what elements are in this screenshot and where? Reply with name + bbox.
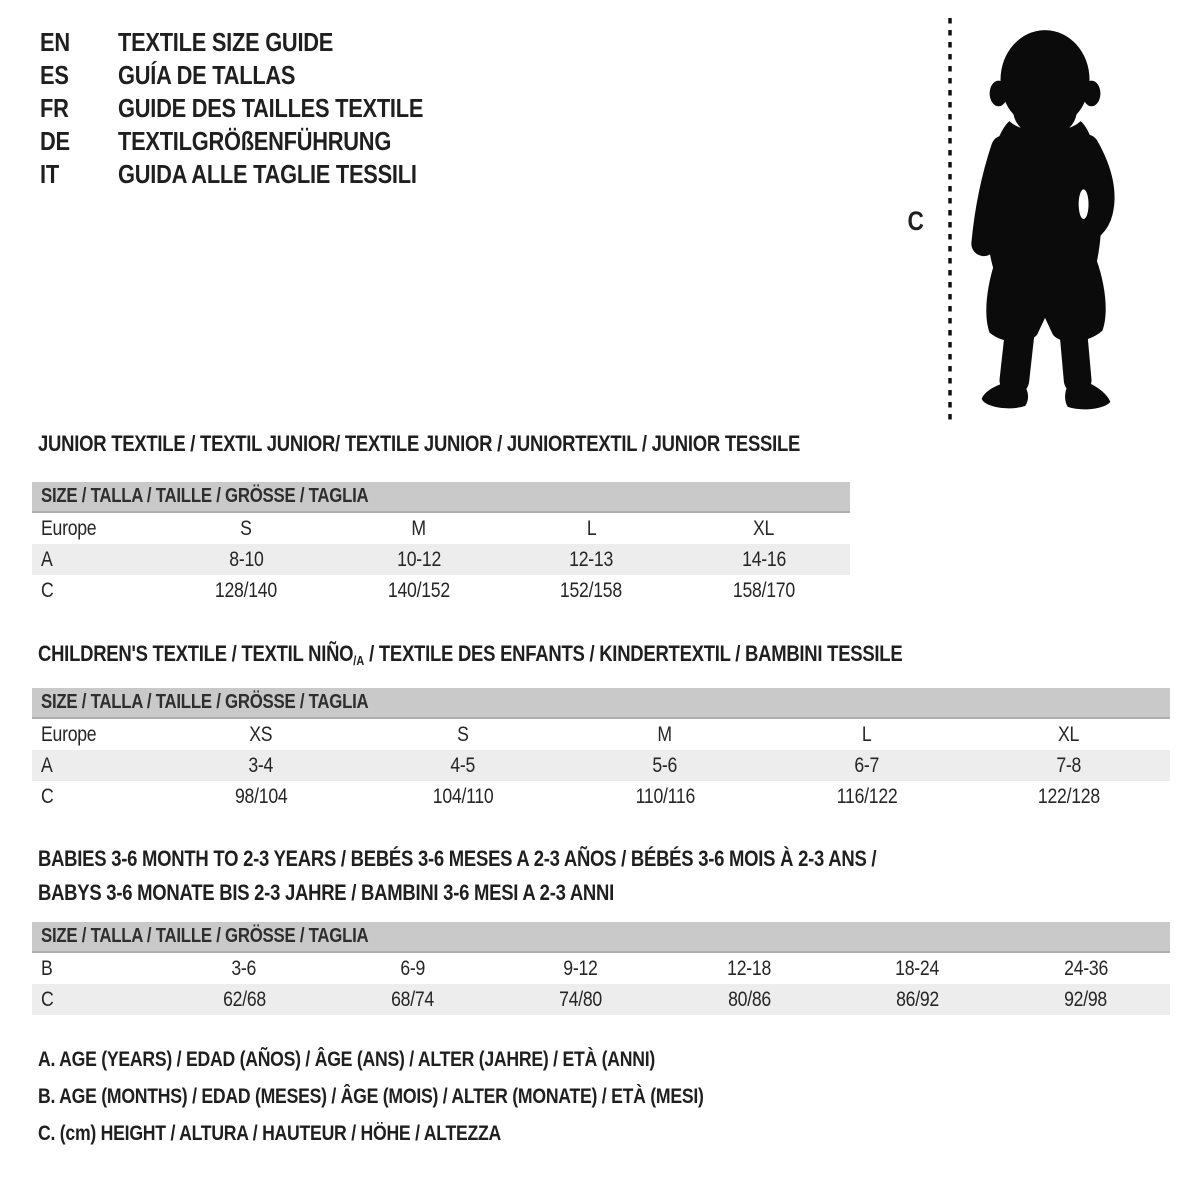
size-cell: 104/110	[432, 784, 494, 808]
size-cell: M	[657, 722, 673, 746]
language-code: FR	[40, 93, 69, 123]
children-size-table	[32, 688, 1170, 812]
size-guide-content	[32, 432, 1170, 1152]
size-cell: 5-6	[652, 753, 678, 777]
row-label: A	[41, 547, 53, 571]
language-title-list	[40, 26, 481, 191]
size-cell: 116/122	[836, 784, 898, 808]
size-cell: 98/104	[234, 784, 288, 808]
language-row	[40, 158, 481, 191]
babies-section-heading: BABIES 3-6 MONTH TO 2-3 YEARS / BEBÉS 3-6 MESES A 2-3 AÑOS / BÉBÉS 3-6 MOIS À 2-3 ANS / BABYS 3-6 MONATE BIS 2-3 JAHRE / BAMBINI 3-6 MESI A 2-3 ANNI	[38, 846, 877, 905]
size-cell: 74/80	[559, 987, 603, 1011]
size-cell: 6-9	[400, 956, 425, 980]
table-row	[32, 575, 850, 606]
size-cell: 110/116	[635, 784, 695, 808]
size-header-bar: SIZE / TALLA / TAILLE / GRÖSSE / TAGLIA	[32, 922, 1170, 953]
size-cell: 86/92	[896, 987, 939, 1011]
size-cell: 6-7	[854, 753, 880, 777]
size-cell: 80/86	[727, 987, 771, 1011]
children-section-heading: CHILDREN'S TEXTILE / TEXTIL NIÑO/A / TEXTILE DES ENFANTS / KINDERTEXTIL / BAMBINI TESSILE	[38, 641, 903, 668]
size-cell: 18-24	[895, 956, 940, 980]
table-row	[32, 984, 1170, 1015]
legend-line-a: A. AGE (YEARS) / EDAD (AÑOS) / ÂGE (ANS) / ALTER (JAHRE) / ETÀ (ANNI)	[38, 1048, 656, 1071]
size-cell: 68/74	[391, 987, 434, 1011]
size-cell: 158/170	[732, 578, 795, 602]
language-row	[40, 26, 481, 59]
size-cell: 92/98	[1064, 987, 1108, 1011]
language-code: IT	[40, 159, 59, 189]
table-row	[32, 750, 1170, 781]
size-cell: XL	[1058, 722, 1080, 746]
height-measure-figure	[900, 10, 1190, 435]
table-row	[32, 719, 1170, 750]
row-label: Europe	[41, 722, 97, 746]
table-row	[32, 544, 850, 575]
row-label: C	[41, 784, 54, 808]
language-code: DE	[40, 126, 70, 156]
junior-size-table	[32, 482, 850, 606]
language-code: EN	[40, 27, 70, 57]
size-cell: 128/140	[215, 578, 278, 602]
size-cell: 122/128	[1037, 784, 1101, 808]
language-title: GUIDA ALLE TAGLIE TESSILI	[118, 159, 417, 189]
row-label: A	[41, 753, 53, 777]
size-cell: 10-12	[396, 547, 441, 571]
size-cell: L	[862, 722, 872, 746]
size-header-bar: SIZE / TALLA / TAILLE / GRÖSSE / TAGLIA	[32, 482, 850, 513]
size-cell: 12-13	[569, 547, 614, 571]
babies-size-table	[32, 922, 1170, 1015]
language-title: TEXTILE SIZE GUIDE	[118, 27, 334, 57]
size-cell: 3-6	[231, 956, 257, 980]
junior-section-heading: JUNIOR TEXTILE / TEXTIL JUNIOR/ TEXTILE JUNIOR / JUNIORTEXTIL / JUNIOR TESSILE	[38, 431, 801, 456]
language-title: GUIDE DES TAILLES TEXTILE	[118, 93, 424, 123]
heading-subscript: /A	[353, 653, 365, 668]
size-cell: 4-5	[450, 753, 476, 777]
size-cell: 140/152	[387, 578, 450, 602]
size-cell: 7-8	[1056, 753, 1082, 777]
row-label: C	[41, 987, 54, 1011]
table-row	[32, 953, 1170, 984]
language-row	[40, 59, 481, 92]
language-title: TEXTILGRÖßENFÜHRUNG	[118, 126, 392, 156]
size-cell: XS	[249, 722, 273, 746]
size-cell: 3-4	[248, 753, 274, 777]
size-cell: 12-18	[727, 956, 772, 980]
row-label: B	[41, 956, 53, 980]
size-cell: 8-10	[229, 547, 264, 571]
legend-line-c: C. (cm) HEIGHT / ALTURA / HAUTEUR / HÖHE / ALTEZZA	[38, 1122, 502, 1145]
size-header-bar: SIZE / TALLA / TAILLE / GRÖSSE / TAGLIA	[32, 688, 1170, 719]
toddler-silhouette-icon	[958, 22, 1136, 422]
table-row	[32, 781, 1170, 812]
size-cell: XL	[753, 516, 775, 540]
height-dashed-line-icon	[946, 18, 954, 420]
size-cell: 152/158	[560, 578, 623, 602]
row-label: C	[41, 578, 54, 602]
measure-c-label: C	[907, 206, 924, 236]
language-row	[40, 125, 481, 158]
size-cell: 14-16	[741, 547, 786, 571]
size-cell: 24-36	[1063, 956, 1108, 980]
language-row	[40, 92, 481, 125]
size-cell: S	[240, 516, 253, 540]
size-cell: L	[586, 516, 597, 540]
legend-line-b: B. AGE (MONTHS) / EDAD (MESES) / ÂGE (MOIS) / ALTER (MONATE) / ETÀ (MESI)	[38, 1085, 704, 1108]
table-row	[32, 513, 850, 544]
row-label: Europe	[41, 516, 97, 540]
size-cell: 62/68	[222, 987, 266, 1011]
size-cell: 9-12	[563, 956, 598, 980]
measurement-legend	[38, 1041, 1170, 1152]
language-title: GUÍA DE TALLAS	[118, 60, 296, 90]
size-cell: M	[411, 516, 426, 540]
language-code: ES	[40, 60, 69, 90]
size-cell: S	[457, 722, 469, 746]
